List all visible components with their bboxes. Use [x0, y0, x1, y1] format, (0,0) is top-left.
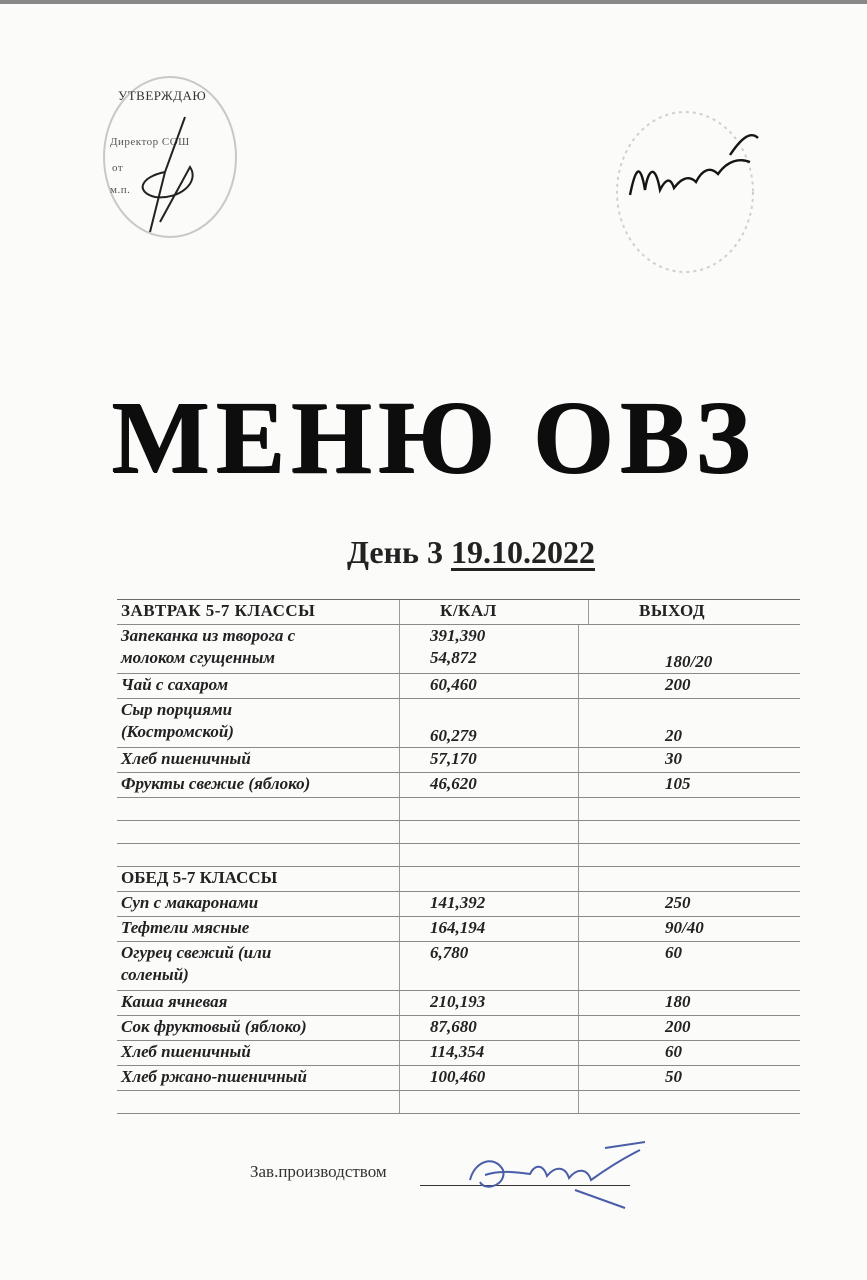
yield-value: 20: [578, 699, 800, 747]
yield-value: 90/40: [578, 917, 800, 941]
dish-name: Фрукты свежие (яблоко): [121, 774, 311, 793]
dish-name: Каша ячневая: [121, 992, 228, 1011]
dish-name: Сок фруктовый (яблоко): [121, 1017, 307, 1036]
kcal-value: 114,354: [399, 1041, 578, 1065]
dish-name-cont: соленый): [121, 965, 189, 984]
table-row: [117, 699, 800, 748]
breakfast-heading: ЗАВТРАК 5-7 КЛАССЫ: [121, 601, 316, 620]
dish-name-cont: молоком сгущенным: [121, 648, 276, 667]
empty-row: [117, 798, 800, 821]
table-row: [117, 1066, 800, 1091]
dish-name: Хлеб пшеничный: [121, 749, 251, 768]
yield-value: 30: [578, 748, 800, 772]
dish-name-cont: (Костромской): [121, 722, 234, 741]
yield-value: 200: [578, 674, 800, 698]
dish-name: Хлеб пшеничный: [121, 1042, 251, 1061]
dish-name: Сыр порциями: [121, 700, 233, 719]
kcal-value: 210,193: [399, 991, 578, 1015]
table-row: [117, 674, 800, 699]
dish-name: Огурец свежий (или: [121, 943, 272, 962]
table-row: [117, 1016, 800, 1041]
kcal-value: 391,390: [430, 626, 486, 645]
table-row: [117, 1041, 800, 1066]
yield-value: 250: [578, 892, 800, 916]
stamp-signature-text: Иванов: [680, 212, 684, 213]
kcal-value: 54,872: [430, 648, 477, 667]
table-row: [117, 625, 800, 674]
yield-column-header: ВЫХОД: [588, 600, 800, 624]
page-top-border: [0, 0, 867, 4]
yield-value: 105: [578, 773, 800, 797]
kcal-value: 60,279: [399, 699, 578, 747]
yield-value: 60: [578, 1041, 800, 1065]
kcal-value: 60,460: [399, 674, 578, 698]
yield-value: 50: [578, 1066, 800, 1090]
stamp-with-signature: [610, 100, 780, 280]
menu-date: 19.10.2022: [450, 534, 595, 570]
day-label: День 3: [347, 534, 443, 570]
director-signature: [130, 112, 210, 242]
approve-mp: м.п.: [110, 184, 131, 196]
table-row: [117, 773, 800, 798]
empty-row: [117, 1091, 800, 1114]
kcal-value: 57,170: [399, 748, 578, 772]
production-manager-signature: [455, 1130, 665, 1220]
yield-value: 200: [578, 1016, 800, 1040]
lunch-section-row: [117, 867, 800, 892]
approval-block: [100, 72, 240, 242]
empty-row: [117, 844, 800, 867]
dish-name: Хлеб ржано-пшеничный: [121, 1067, 307, 1086]
table-header-row: [117, 600, 800, 625]
kcal-value: 100,460: [399, 1066, 578, 1090]
kcal-value: 164,194: [399, 917, 578, 941]
kcal-value: 87,680: [399, 1016, 578, 1040]
yield-value: 180: [578, 991, 800, 1015]
approve-from: от: [112, 162, 124, 174]
table-row: [117, 991, 800, 1016]
dish-name: Запеканка из творога с: [121, 626, 296, 645]
table-row: [117, 917, 800, 942]
production-manager-label: Зав.производством: [250, 1162, 387, 1181]
empty-row: [117, 821, 800, 844]
dish-name: Суп с макаронами: [121, 893, 259, 912]
kcal-value: 6,780: [399, 942, 578, 990]
table-row: [117, 942, 800, 991]
yield-value: 60: [578, 942, 800, 990]
yield-value: 180/20: [578, 625, 800, 673]
dish-name: Чай с сахаром: [121, 675, 229, 694]
kcal-value: 141,392: [399, 892, 578, 916]
table-row: [117, 748, 800, 773]
lunch-heading: ОБЕД 5-7 КЛАССЫ: [121, 868, 278, 887]
table-row: [117, 892, 800, 917]
approve-director: Директор СОШ: [110, 136, 190, 148]
kcal-column-header: К/КАЛ: [399, 600, 588, 624]
menu-table: [117, 599, 800, 1114]
dish-name: Тефтели мясные: [121, 918, 250, 937]
kcal-value: 46,620: [399, 773, 578, 797]
day-date-heading: [347, 534, 595, 571]
page-title: МЕНЮ ОВЗ: [111, 380, 756, 495]
approve-heading: УТВЕРЖДАЮ: [118, 88, 207, 103]
